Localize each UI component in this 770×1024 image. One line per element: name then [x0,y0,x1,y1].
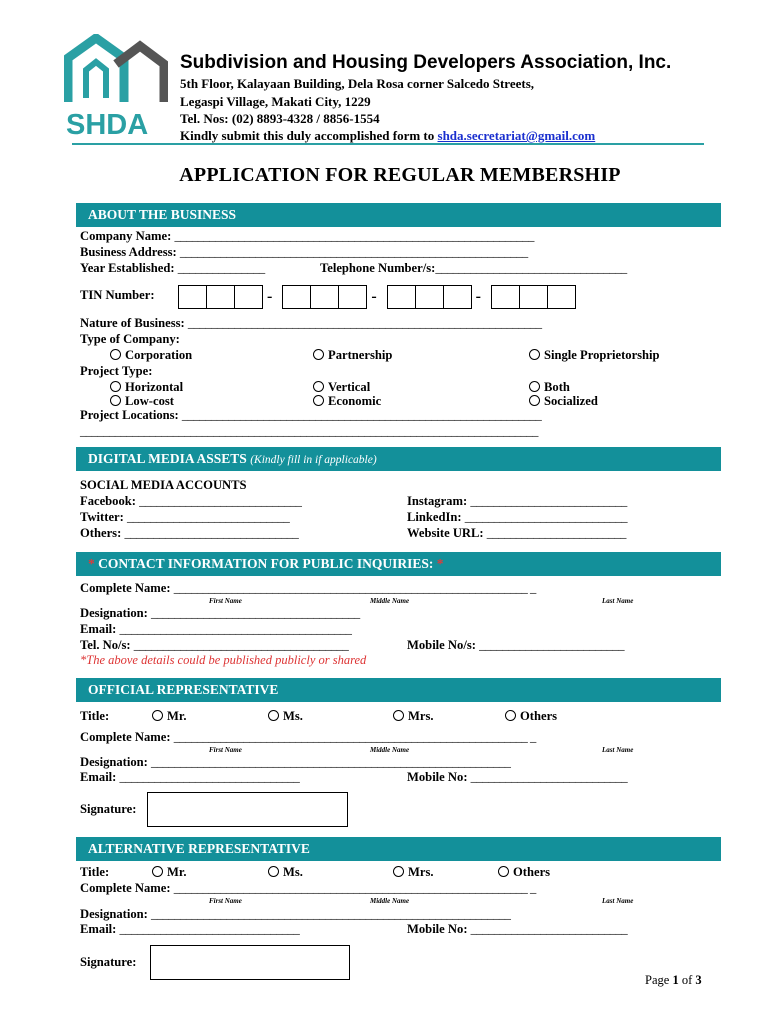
radio-circle-icon [110,349,121,360]
radio-both[interactable]: Both [529,380,570,395]
alternative-radio-mr[interactable]: Mr. [152,865,186,880]
tin-label: TIN Number: [80,288,155,302]
official-title-label: Title: [80,709,110,723]
radio-circle-icon [505,710,516,721]
radio-economic[interactable]: Economic [313,394,381,409]
contact-tel-field[interactable]: Tel. No/s: _____________________________________ [80,638,349,652]
first-name-caption: First Name [209,746,242,754]
email-link[interactable]: shda.secretariat@gmail.com [437,128,596,143]
radio-corporation[interactable]: Corporation [110,348,192,363]
section-digital-media: DIGITAL MEDIA ASSETS (Kindly fill in if applicable) [76,447,721,471]
radio-low-cost[interactable]: Low-cost [110,394,174,409]
radio-circle-icon [152,710,163,721]
section-alternative-representative: ALTERNATIVE REPRESENTATIVE [76,837,721,861]
document-title: APPLICATION FOR REGULAR MEMBERSHIP [179,164,621,186]
official-signature-box[interactable] [147,792,348,827]
radio-circle-icon [268,866,279,877]
middle-name-caption: Middle Name [370,897,410,905]
instagram-field[interactable]: Instagram: ___________________________ [407,494,627,508]
tin-dash: - [371,288,377,305]
tin-dash: - [475,288,481,305]
page-number: Page 1 of 3 [645,973,702,987]
telephone-line: Tel. Nos: (02) 8893-4328 / 8856-1554 [180,111,380,126]
section-official-representative: OFFICIAL REPRESENTATIVE [76,678,721,702]
submit-text: Kindly submit this duly accomplished form to [180,128,435,143]
radio-circle-icon [110,381,121,392]
radio-single-proprietorship[interactable]: Single Proprietorship [529,348,660,363]
svg-text:SHDA: SHDA [66,109,149,138]
radio-circle-icon [313,395,324,406]
radio-circle-icon [110,395,121,406]
alternative-designation-field[interactable]: Designation: ______________________________________________________________ [80,907,511,921]
last-name-caption: Last Name [602,597,634,605]
alternative-title-label: Title: [80,865,110,879]
radio-circle-icon [529,395,540,406]
contact-designation-field[interactable]: Designation: ____________________________________ [80,606,360,620]
radio-vertical[interactable]: Vertical [313,380,370,395]
radio-circle-icon [313,349,324,360]
website-url-field[interactable]: Website URL: ________________________ [407,526,626,540]
radio-circle-icon [313,381,324,392]
contact-email-field[interactable]: Email: ________________________________________ [80,622,352,636]
official-radio-ms[interactable]: Ms. [268,709,303,724]
radio-circle-icon [529,381,540,392]
official-complete-name-field[interactable]: Complete Name: _____________________________________________________________ _ [80,730,536,744]
publish-note: *The above details could be published publicly or shared [80,653,367,667]
tin-input-group[interactable] [178,285,576,309]
year-established-field[interactable]: Year Established: _______________ [80,261,265,275]
others-field[interactable]: Others: ______________________________ [80,526,299,540]
last-name-caption: Last Name [602,746,634,754]
first-name-caption: First Name [209,597,242,605]
radio-socialized[interactable]: Socialized [529,394,598,409]
radio-circle-icon [529,349,540,360]
section-about-business: ABOUT THE BUSINESS [76,203,721,227]
company-name-field[interactable]: Company Name: ______________________________________________________________ [80,229,534,243]
middle-name-caption: Middle Name [370,597,410,605]
tin-segment-2[interactable] [282,285,367,309]
alternative-signature-label: Signature: [80,955,137,969]
official-email-field[interactable]: Email: _______________________________ [80,770,300,784]
contact-complete-name-field[interactable]: Complete Name: _____________________________________________________________ _ [80,581,536,595]
facebook-field[interactable]: Facebook: ____________________________ [80,494,302,508]
radio-circle-icon [268,710,279,721]
radio-horizontal[interactable]: Horizontal [110,380,183,395]
radio-circle-icon [152,866,163,877]
alternative-radio-mrs[interactable]: Mrs. [393,865,434,880]
nature-of-business-field[interactable]: Nature of Business: _____________________________________________________________ [80,316,542,330]
project-type-label: Project Type: [80,364,153,378]
radio-circle-icon [393,866,404,877]
address-line-1: 5th Floor, Kalayaan Building, Dela Rosa corner Salcedo Streets, [180,76,535,91]
submit-line [180,128,595,144]
middle-name-caption: Middle Name [370,746,410,754]
shda-logo [64,34,168,138]
social-media-title: SOCIAL MEDIA ACCOUNTS [80,478,247,492]
tin-segment-4[interactable] [491,285,576,309]
alternative-email-field[interactable]: Email: _______________________________ [80,922,300,936]
alternative-radio-ms[interactable]: Ms. [268,865,303,880]
section-contact-info: * CONTACT INFORMATION FOR PUBLIC INQUIRIES: * [76,552,721,576]
radio-circle-icon [498,866,509,877]
alternative-mobile-field[interactable]: Mobile No: ___________________________ [407,922,628,936]
contact-mobile-field[interactable]: Mobile No/s: _________________________ [407,638,624,652]
tin-dash: - [267,288,273,305]
address-line-2: Legaspi Village, Makati City, 1229 [180,94,371,109]
org-name: Subdivision and Housing Developers Association, Inc. [180,52,672,73]
alternative-complete-name-field[interactable]: Complete Name: _____________________________________________________________ _ [80,881,536,895]
radio-partnership[interactable]: Partnership [313,348,392,363]
official-radio-mrs[interactable]: Mrs. [393,709,434,724]
radio-circle-icon [393,710,404,721]
official-mobile-field[interactable]: Mobile No: ___________________________ [407,770,628,784]
tin-segment-1[interactable] [178,285,263,309]
telephone-field[interactable]: Telephone Number/s:_________________________________ [320,261,627,275]
type-of-company-label: Type of Company: [80,332,180,346]
alternative-signature-box[interactable] [150,945,350,980]
last-name-caption: Last Name [602,897,634,905]
official-radio-mr[interactable]: Mr. [152,709,186,724]
linkedin-field[interactable]: LinkedIn: ____________________________ [407,510,628,524]
official-designation-field[interactable]: Designation: ______________________________________________________________ [80,755,511,769]
official-radio-others[interactable]: Others [505,709,557,724]
project-locations-line-2[interactable]: _______________________________________________________________________________ [80,424,538,438]
header-rule [72,143,704,145]
alternative-radio-others[interactable]: Others [498,865,550,880]
twitter-field[interactable]: Twitter: ____________________________ [80,510,290,524]
first-name-caption: First Name [209,897,242,905]
official-signature-label: Signature: [80,802,137,816]
project-locations-field[interactable]: Project Locations: ______________________________________________________________ [80,408,542,422]
tin-segment-3[interactable] [387,285,472,309]
business-address-field[interactable]: Business Address: ____________________________________________________________ [80,245,528,259]
